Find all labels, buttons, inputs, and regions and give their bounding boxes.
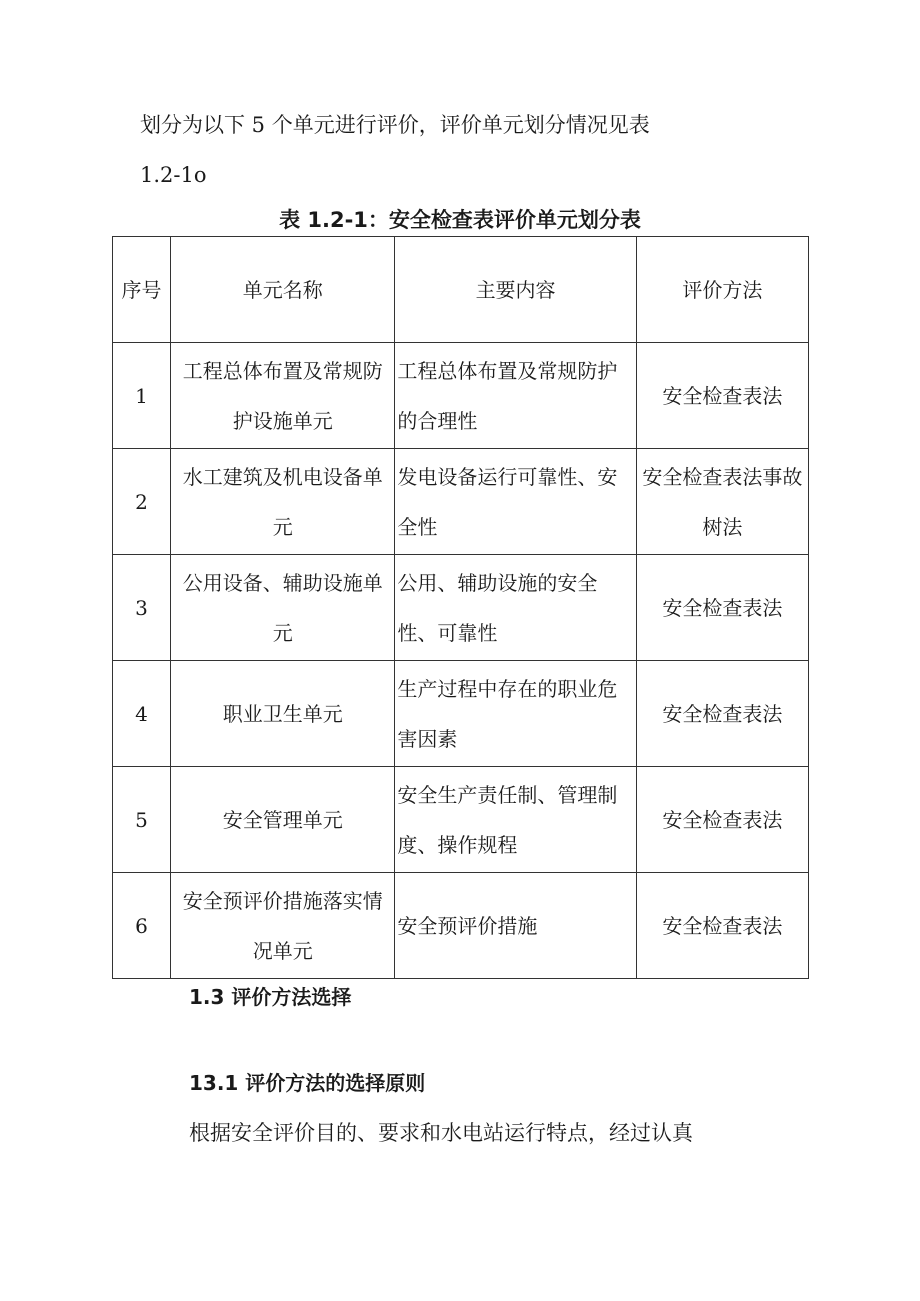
row-no: 4 <box>113 661 171 767</box>
header-main-content: 主要内容 <box>395 237 636 343</box>
row-main-content: 公用、辅助设施的安全性、可靠性 <box>395 555 636 661</box>
table-row <box>113 767 809 873</box>
section-heading-1-3: 1.3 评价方法选择 <box>189 985 352 1009</box>
row-main-content: 安全生产责任制、管理制度、操作规程 <box>395 767 636 873</box>
row-no: 3 <box>113 555 171 661</box>
row-unit-name: 工程总体布置及常规防护设施单元 <box>171 343 395 449</box>
row-no: 1 <box>113 343 171 449</box>
header-no: 序号 <box>113 237 171 343</box>
section-heading-1-3-1: 13.1 评价方法的选择原则 <box>189 1071 426 1095</box>
table-row <box>113 555 809 661</box>
row-unit-name: 安全管理单元 <box>171 767 395 873</box>
row-unit-name: 职业卫生单元 <box>171 661 395 767</box>
table-row <box>113 343 809 449</box>
header-unit-name: 单元名称 <box>171 237 395 343</box>
row-no: 5 <box>113 767 171 873</box>
row-main-content: 发电设备运行可靠性、安全性 <box>395 449 636 555</box>
table-caption: 表 1.2-1：安全检查表评价单元划分表 <box>279 208 641 232</box>
row-unit-name: 水工建筑及机电设备单元 <box>171 449 395 555</box>
row-method: 安全检查表法 <box>636 343 808 449</box>
table-row <box>113 661 809 767</box>
row-no: 2 <box>113 449 171 555</box>
table-row <box>113 449 809 555</box>
row-main-content: 工程总体布置及常规防护的合理性 <box>395 343 636 449</box>
intro-paragraph-line-2: 1.2-1o <box>140 163 207 187</box>
row-method: 安全检查表法事故树法 <box>636 449 808 555</box>
row-method: 安全检查表法 <box>636 767 808 873</box>
intro-paragraph-line-1: 划分为以下 5 个单元进行评价，评价单元划分情况见表 <box>140 113 650 137</box>
row-no: 6 <box>113 873 171 979</box>
row-main-content: 安全预评价措施 <box>395 873 636 979</box>
row-method: 安全检查表法 <box>636 661 808 767</box>
table-row <box>113 873 809 979</box>
row-unit-name: 安全预评价措施落实情况单元 <box>171 873 395 979</box>
evaluation-unit-table <box>112 236 809 979</box>
row-main-content: 生产过程中存在的职业危害因素 <box>395 661 636 767</box>
table-header-row <box>113 237 809 343</box>
body-paragraph: 根据安全评价目的、要求和水电站运行特点，经过认真 <box>189 1121 693 1145</box>
row-method: 安全检查表法 <box>636 873 808 979</box>
row-unit-name: 公用设备、辅助设施单元 <box>171 555 395 661</box>
row-method: 安全检查表法 <box>636 555 808 661</box>
header-method: 评价方法 <box>636 237 808 343</box>
